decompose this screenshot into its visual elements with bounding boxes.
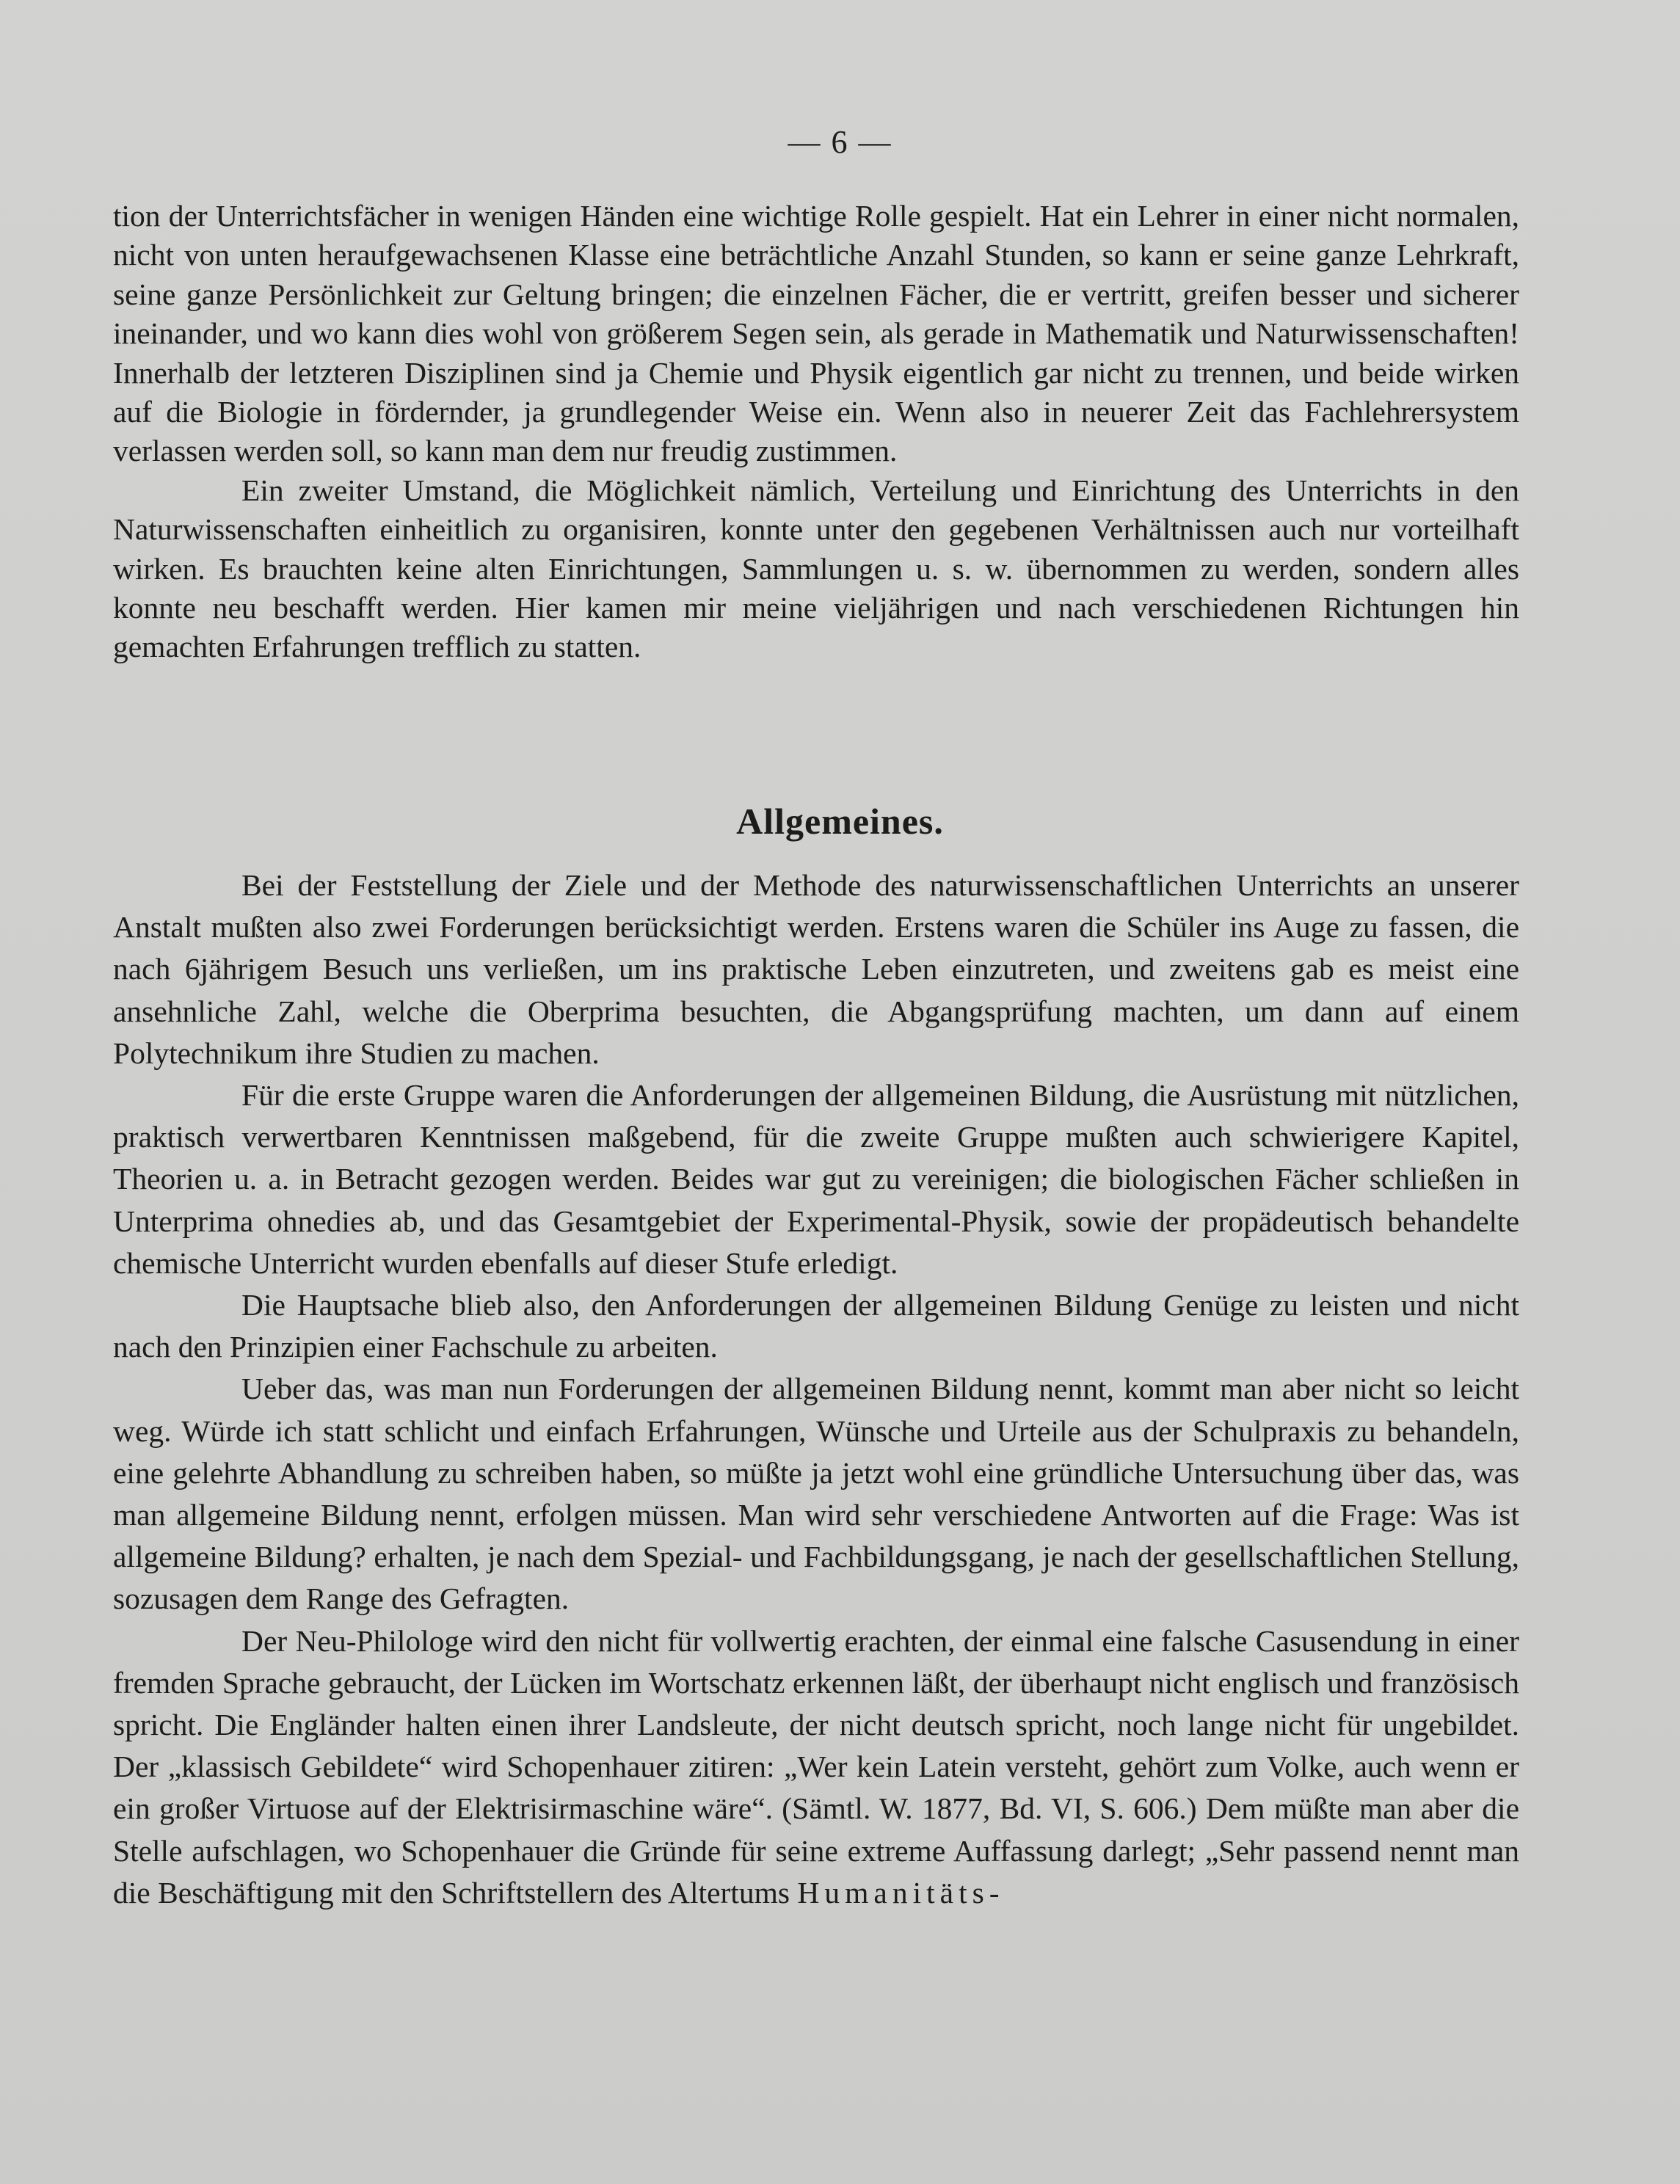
section-heading: Allgemeines. (736, 801, 944, 842)
page-number: — 6 — (788, 124, 892, 160)
spaced-word: Humanitäts- (797, 1875, 1005, 1910)
paragraph: Für die erste Gruppe waren die Anforderungen der allgemeinen Bildung, die Ausrüstung mit nützlichen, praktisch verwertbaren Kenntnissen maßgebend, für die zweite Gruppe mußten auch schwierigere Kapitel, Theorien u. a. in Betracht gezogen werden. Beides war gut zu vereinigen; die biologischen Fächer schließen in Unterprima ohnedies ab, und das Gesamtgebiet der Experimental-Physik, sowie der propädeutisch behandelte chemische Unterricht wurden ebenfalls auf dieser Stufe erledigt. (113, 1078, 1519, 1280)
text-block-top (113, 197, 1519, 667)
paragraph: Ein zweiter Umstand, die Möglichkeit nämlich, Verteilung und Einrichtung des Unterrichts in den Naturwissenschaften einheitlich zu organisiren, konnte unter den gegebenen Verhältnissen auch nur vorteilhaft wirken. Es brauchten keine alten Einrichtungen, Sammlungen u. s. w. übernommen zu werden, sondern alles konnte neu beschafft werden. Hier kamen mir meine vieljährigen und nach verschiedenen Richtungen hin gemachten Erfahrungen trefflich zu statten. (113, 473, 1519, 664)
paragraph: Bei der Feststellung der Ziele und der Methode des naturwissenschaftlichen Unterrichts an unserer Anstalt mußten also zwei Forderungen berücksichtigt werden. Erstens waren die Schüler ins Auge zu fassen, die nach 6jährigem Besuch uns verließen, um ins praktische Leben einzutreten, und zweitens gab es meist eine ansehnliche Zahl, welche die Oberprima besuchten, die Abgangsprüfung machten, um dann auf einem Polytechnikum ihre Studien zu machen. (113, 868, 1519, 1070)
text-block-bottom (113, 864, 1519, 1914)
paragraph (113, 1620, 1519, 1914)
paragraph: tion der Unterrichtsfächer in wenigen Händen eine wichtige Rolle gespielt. Hat ein Lehrer in einer nicht normalen, nicht von unten heraufgewachsenen Klasse eine beträchtliche Anzahl Stunden, so kann er seine ganze Lehrkraft, seine ganze Persönlichkeit zur Geltung bringen; die einzelnen Fächer, die er vertritt, greifen besser und sicherer ineinander, und wo kann dies wohl von größerem Segen sein, als gerade in Mathematik und Naturwissenschaften! Innerhalb der letzteren Disziplinen sind ja Chemie und Physik eigentlich gar nicht zu trennen, und beide wirken auf die Biologie in fördernder, ja grundlegender Weise ein. Wenn also in neuerer Zeit das Fachlehrersystem verlassen werden soll, so kann man dem nur freudig zustimmen. (113, 199, 1519, 468)
paragraph: Die Hauptsache blieb also, den Anforderungen der allgemeinen Bildung Genüge zu leisten und nicht nach den Prinzipien einer Fachschule zu arbeiten. (113, 1288, 1519, 1364)
paragraph: Ueber das, was man nun Forderungen der allgemeinen Bildung nennt, kommt man aber nicht so leicht weg. Würde ich statt schlicht und einfach Erfahrungen, Wünsche und Urteile aus der Schulpraxis zu behandeln, eine gelehrte Abhandlung zu schreiben haben, so müßte ja jetzt wohl eine gründliche Untersuchung über das, was man allgemeine Bildung nennt, erfolgen müssen. Man wird sehr verschiedene Antworten auf die Frage: Was ist allgemeine Bildung? erhalten, je nach dem Spezial- und Fachbildungsgang, je nach der gesellschaftlichen Stellung, sozusagen dem Range des Gefragten. (113, 1372, 1519, 1616)
paragraph-text: Der Neu-Philologe wird den nicht für vollwertig erachten, der einmal eine falsche Casusendung in einer fremden Sprache gebraucht, der Lücken im Wortschatz erkennen läßt, der überhaupt nicht englisch und französisch spricht. Die Engländer halten einen ihrer Landsleute, der nicht deutsch spricht, noch lange nicht für ungebildet. Der „klassisch Gebildete“ wird Schopenhauer zitiren: „Wer kein Latein versteht, gehört zum Volke, auch wenn er ein großer Virtuose auf der Elektrisirmaschine wäre“. (Sämtl. W. 1877, Bd. VI, S. 606.) Dem müßte man aber die Stelle aufschlagen, wo Schopenhauer die Gründe für seine extreme Auffassung darlegt; „Sehr passend nennt man die Beschäftigung mit den Schriftstellern des Altertums (113, 1623, 1519, 1910)
